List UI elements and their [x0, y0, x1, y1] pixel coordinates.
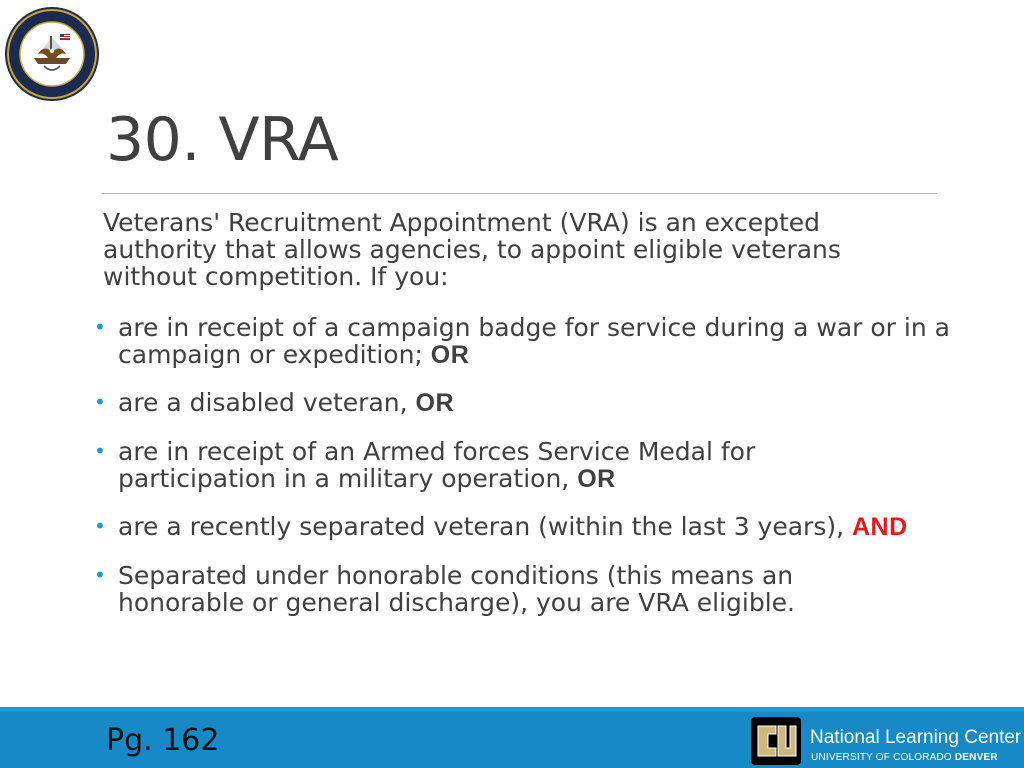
- bullet-keyword: OR: [577, 465, 616, 493]
- bullet-text: are a disabled veteran,: [118, 388, 416, 417]
- list-item: [90, 438, 818, 493]
- intro-paragraph: Veterans' Recruitment Appointment (VRA) is an excepted authority that allows agencies, to appoint eligible veterans without competition. If you:: [103, 208, 841, 291]
- criteria-list: [90, 314, 970, 616]
- bullet-icon: •: [94, 514, 106, 538]
- cu-logo: [750, 716, 802, 766]
- navy-seal-logo: [4, 6, 100, 102]
- bullet-icon: •: [94, 439, 106, 463]
- slide-title: 30. VRA: [106, 105, 339, 175]
- bullet-text: are in receipt of an Armed forces Service Medal for participation in a military operation,: [118, 437, 756, 493]
- list-item: [90, 513, 970, 541]
- list-item: [90, 562, 838, 616]
- page-reference: Pg. 162: [106, 723, 220, 758]
- bullet-keyword: AND: [852, 513, 908, 541]
- list-item: [90, 389, 970, 417]
- bullet-text: are a recently separated veteran (within the last 3 years),: [118, 512, 852, 541]
- bullet-icon: •: [94, 315, 106, 339]
- org-title: National Learning Center: [810, 727, 1022, 748]
- bullet-icon: •: [94, 390, 106, 414]
- org-subtitle: UNIVERSITY OF COLORADO DENVER: [811, 752, 998, 763]
- bullet-keyword: OR: [430, 341, 470, 369]
- bullet-icon: •: [94, 563, 106, 587]
- list-item: [90, 314, 970, 369]
- bullet-text: are in receipt of a campaign badge for service during a war or in a campaign or expedition;: [118, 313, 950, 369]
- bullet-keyword: OR: [415, 389, 455, 417]
- bullet-text: Separated under honorable conditions (this means an honorable or general discharge), you are VRA eligible.: [118, 561, 795, 617]
- title-divider: [101, 193, 937, 194]
